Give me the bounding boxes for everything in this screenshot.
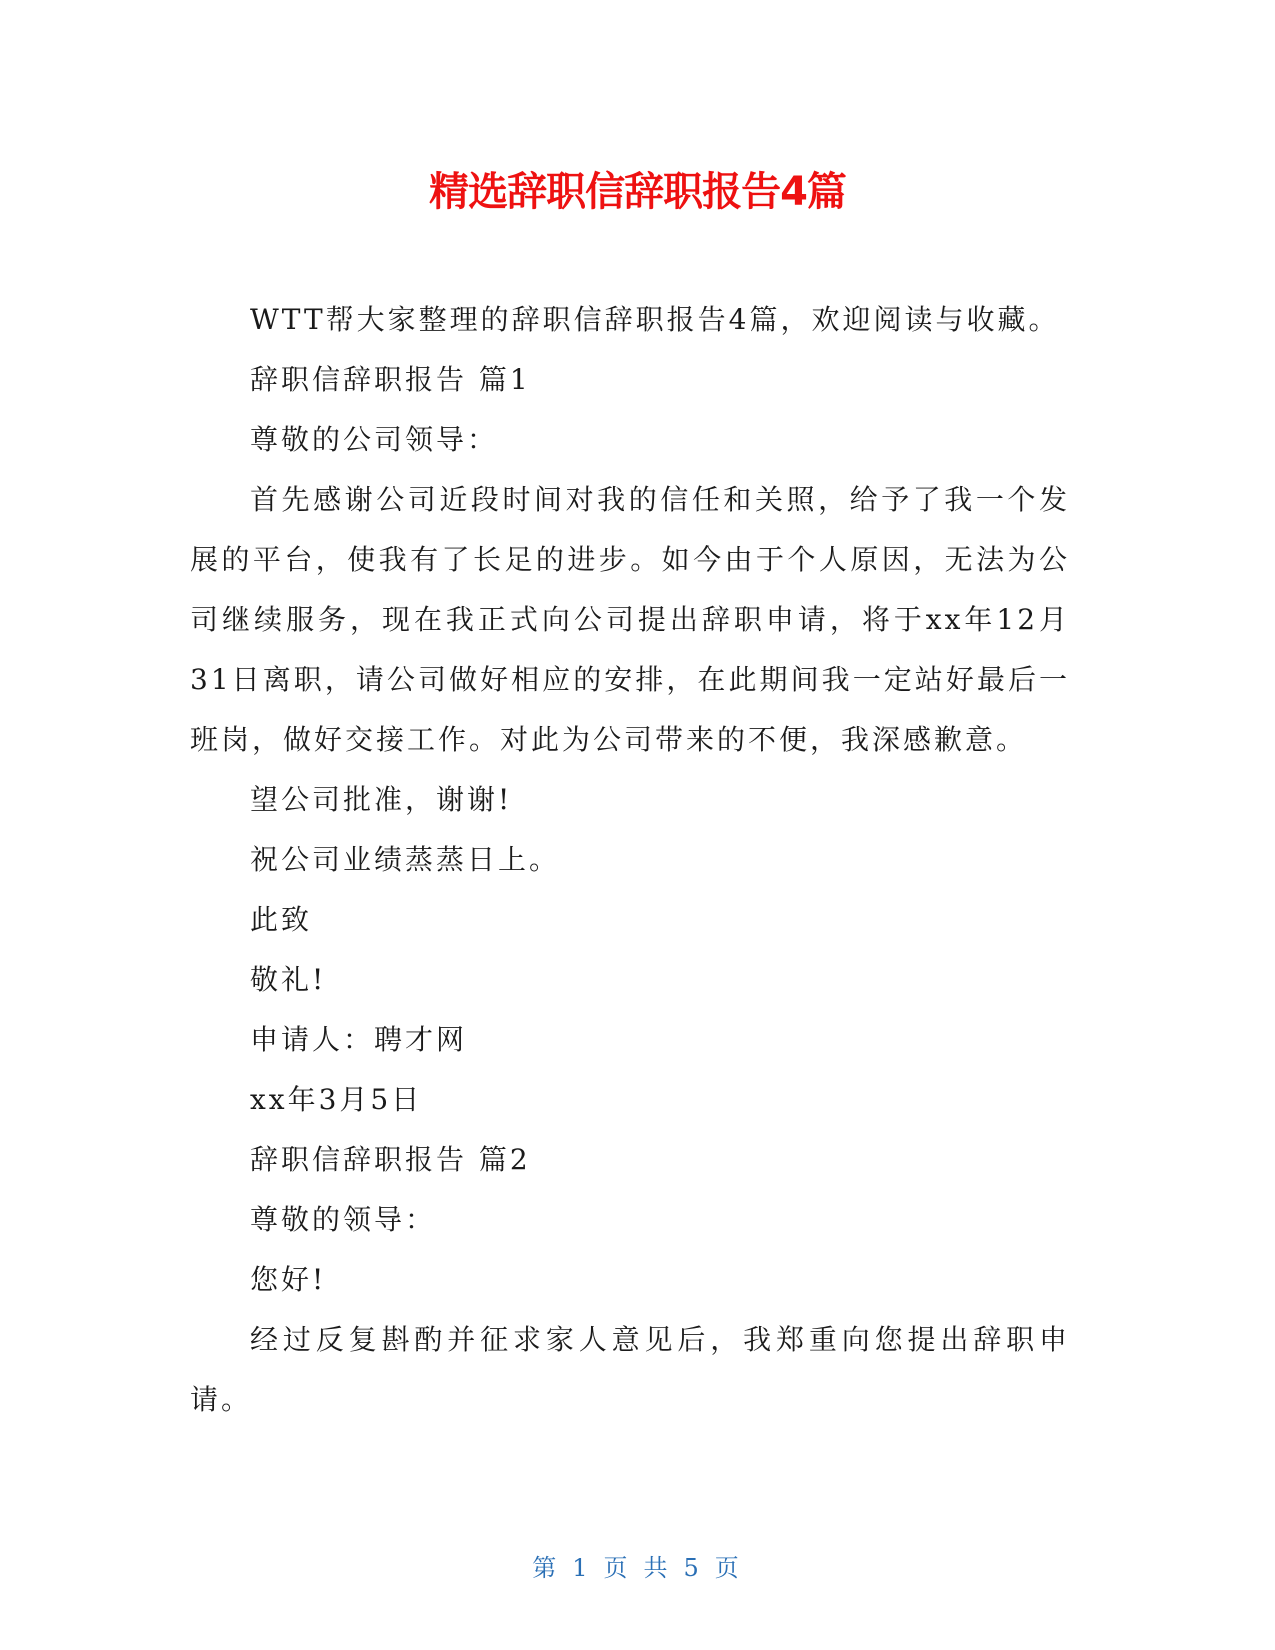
section1-wish: 祝公司业绩蒸蒸日上。 <box>250 843 561 876</box>
document-title: 精选辞职信辞职报告4篇 <box>429 169 846 215</box>
footer-prefix: 第 <box>532 1554 561 1582</box>
footer-total-pages: 5 <box>683 1554 703 1582</box>
section1-closing1: 此致 <box>250 903 313 936</box>
intro-text: WTT帮大家整理的辞职信辞职报告4篇，欢迎阅读与收藏。 <box>250 303 1060 336</box>
page-footer <box>0 1548 1275 1583</box>
footer-current-page: 1 <box>572 1554 592 1582</box>
section1-closing2: 敬礼! <box>250 963 327 996</box>
section1-paragraph: 首先感谢公司近段时间对我的信任和关照，给予了我一个发展的平台，使我有了长足的进步。如今由于个人原因，无法为公司继续服务，现在我正式向公司提出辞职申请，将于xx年12月31日离职，请公司做好相应的安排，在此期间我一定站好最后一班岗，做好交接工作。对此为公司带来的不便，我深感歉意。 <box>190 483 1070 756</box>
section2-paragraph: 经过反复斟酌并征求家人意见后，我郑重向您提出辞职申请。 <box>190 1323 1070 1416</box>
section1-salutation: 尊敬的公司领导： <box>250 423 499 456</box>
section1-request: 望公司批准，谢谢! <box>250 783 513 816</box>
section2-greeting: 您好! <box>250 1263 327 1296</box>
footer-mid2: 共 <box>643 1554 672 1582</box>
footer-suffix: 页 <box>714 1554 743 1582</box>
section2-heading: 辞职信辞职报告 篇2 <box>250 1143 531 1176</box>
section1-applicant: 申请人：聘才网 <box>250 1023 468 1056</box>
section1-heading: 辞职信辞职报告 篇1 <box>250 363 531 396</box>
document-body <box>190 290 1070 1430</box>
footer-mid1: 页 <box>603 1554 632 1582</box>
section2-salutation: 尊敬的领导： <box>250 1203 437 1236</box>
section1-date: xx年3月5日 <box>250 1083 423 1116</box>
